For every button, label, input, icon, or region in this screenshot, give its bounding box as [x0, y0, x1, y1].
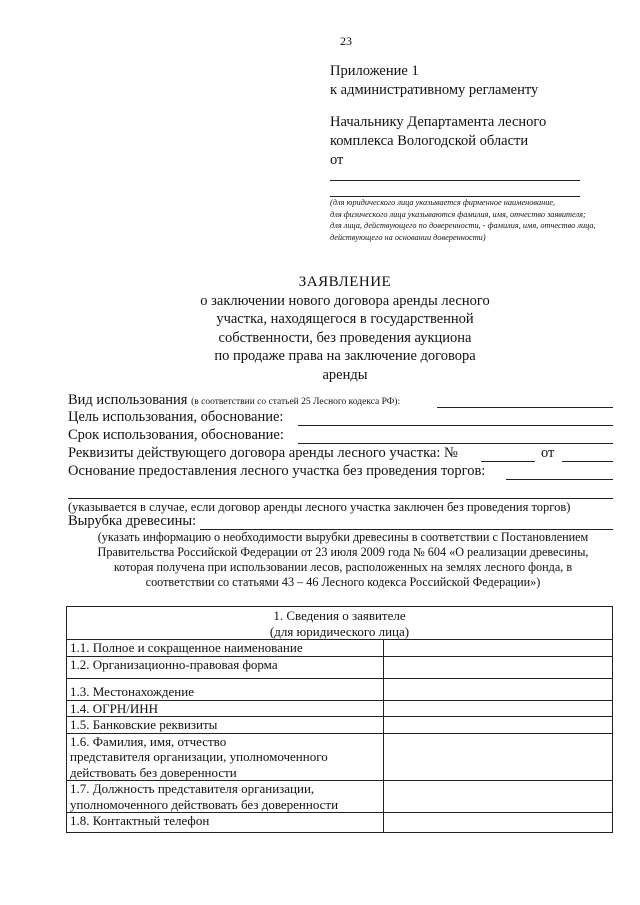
purpose-input-line[interactable] — [298, 425, 613, 426]
basis-input-line[interactable] — [506, 479, 613, 480]
felling-label: Вырубка древесины: — [68, 513, 197, 529]
usage-type-hint: (в соответствии со статьей 25 Лесного кодекса РФ): — [191, 397, 401, 407]
row-label-text: представителя организации, уполномоченного — [70, 749, 328, 764]
row-label — [67, 678, 384, 700]
table-row — [67, 640, 613, 657]
row-label-text: 1.7. Должность представителя организации, — [70, 781, 315, 796]
contract-number-line[interactable] — [481, 461, 535, 462]
row-value-cell[interactable] — [384, 717, 613, 734]
row-label-text: 1.4. ОГРН/ИНН — [70, 700, 159, 716]
row-value-cell[interactable] — [384, 733, 613, 781]
row-label — [67, 700, 384, 717]
addressee-from: от — [330, 152, 344, 168]
page-number: 23 — [340, 34, 352, 48]
row-value-cell[interactable] — [384, 656, 613, 678]
row-label-text: 1.1. Полное и сокращенное наименование — [70, 640, 303, 655]
appendix-line: к административному регламенту — [330, 82, 539, 98]
addressee-block — [330, 113, 546, 170]
row-value-cell[interactable] — [384, 678, 613, 700]
basis-input-line[interactable] — [68, 498, 613, 499]
row-label-text: 1.3. Местонахождение — [70, 684, 194, 699]
contract-from-label: от — [541, 445, 555, 461]
felling-note — [68, 530, 618, 590]
subtitle-line: участка, находящегося в государственной — [216, 311, 474, 327]
row-label-text: уполномоченного действовать без доверенности — [70, 796, 339, 812]
row-label-text: 1.5. Банковские реквизиты — [70, 717, 218, 732]
subtitle-line: по продаже права на заключение договора — [214, 348, 476, 364]
note-line: для лица, действующего по доверенности, - фамилия, имя, отчество лица, — [330, 221, 596, 230]
table-header-row — [67, 607, 613, 640]
table-row — [67, 733, 613, 781]
addressee-line: Начальнику Департамента лесного — [330, 114, 547, 130]
table-row — [67, 781, 613, 813]
note-line: Правительства Российской Федерации от 23 июля 2009 года № 604 «О реализации древесины, — [97, 545, 589, 559]
applicant-note — [330, 197, 630, 243]
row-label-text: 1.2. Организационно-правовая форма — [70, 656, 278, 672]
table-heading — [67, 607, 613, 640]
contract-label: Реквизиты действующего договора аренды лесного участка: № — [68, 445, 458, 461]
row-label — [67, 733, 384, 781]
row-label-text: действовать без доверенности — [70, 764, 237, 780]
row-value-cell[interactable] — [384, 781, 613, 813]
table-heading-text: 1. Сведения о заявителе — [273, 608, 406, 623]
table-subheading-text: (для юридического лица) — [269, 623, 410, 639]
row-label-text: 1.8. Контактный телефон — [70, 813, 210, 828]
note-line: соответствии со статьями 43 – 46 Лесного кодекса Российской Федерации») — [145, 575, 541, 589]
contract-date-line[interactable] — [562, 461, 613, 462]
appendix-line: Приложение 1 — [330, 63, 419, 79]
addressee-line: комплекса Вологодской области — [330, 133, 529, 149]
applicant-info-table — [66, 606, 613, 833]
document-title: ЗАЯВЛЕНИЕ — [298, 274, 392, 290]
row-label — [67, 656, 384, 678]
subtitle-line: аренды — [322, 366, 368, 383]
subtitle-line: о заключении нового договора аренды лесного — [200, 292, 490, 309]
document-title-block — [150, 273, 540, 384]
note-line: (для юридического лица указывается фирменное наименование, — [330, 198, 556, 207]
subtitle-line: собственности, без проведения аукциона — [218, 329, 472, 346]
basis-note: (указывается в случае, если договор аренды лесного участка заключен без проведения торгов) — [68, 500, 571, 514]
row-value-cell[interactable] — [384, 813, 613, 833]
term-input-line[interactable] — [298, 443, 613, 444]
usage-type-field — [68, 392, 400, 409]
table-row — [67, 656, 613, 678]
note-line: (указать информацию о необходимости вырубки древесины в соответствии с Постановлением — [97, 530, 589, 544]
table-row — [67, 678, 613, 700]
row-label — [67, 717, 384, 734]
basis-label: Основание предоставления лесного участка без проведения торгов: — [68, 463, 486, 479]
row-label — [67, 640, 384, 657]
table-row — [67, 813, 613, 833]
note-line: действующего на основании доверенности) — [330, 232, 486, 242]
note-line: для физического лица указываются фамилия, имя, отчество заявителя; — [330, 209, 586, 219]
table-row — [67, 717, 613, 734]
note-line: которая получена при использовании лесов, расположенных на землях лесного фонда, в — [113, 560, 573, 574]
row-value-cell[interactable] — [384, 700, 613, 717]
term-label: Срок использования, обоснование: — [68, 427, 284, 443]
usage-type-label: Вид использования — [68, 392, 188, 408]
row-label — [67, 813, 384, 833]
row-label — [67, 781, 384, 813]
appendix-header — [330, 62, 538, 100]
usage-type-input-line[interactable] — [437, 407, 613, 408]
row-label-text: 1.6. Фамилия, имя, отчество — [70, 733, 227, 749]
purpose-label: Цель использования, обоснование: — [68, 409, 284, 425]
applicant-name-line[interactable] — [330, 180, 580, 181]
table-row — [67, 700, 613, 717]
row-value-cell[interactable] — [384, 640, 613, 657]
